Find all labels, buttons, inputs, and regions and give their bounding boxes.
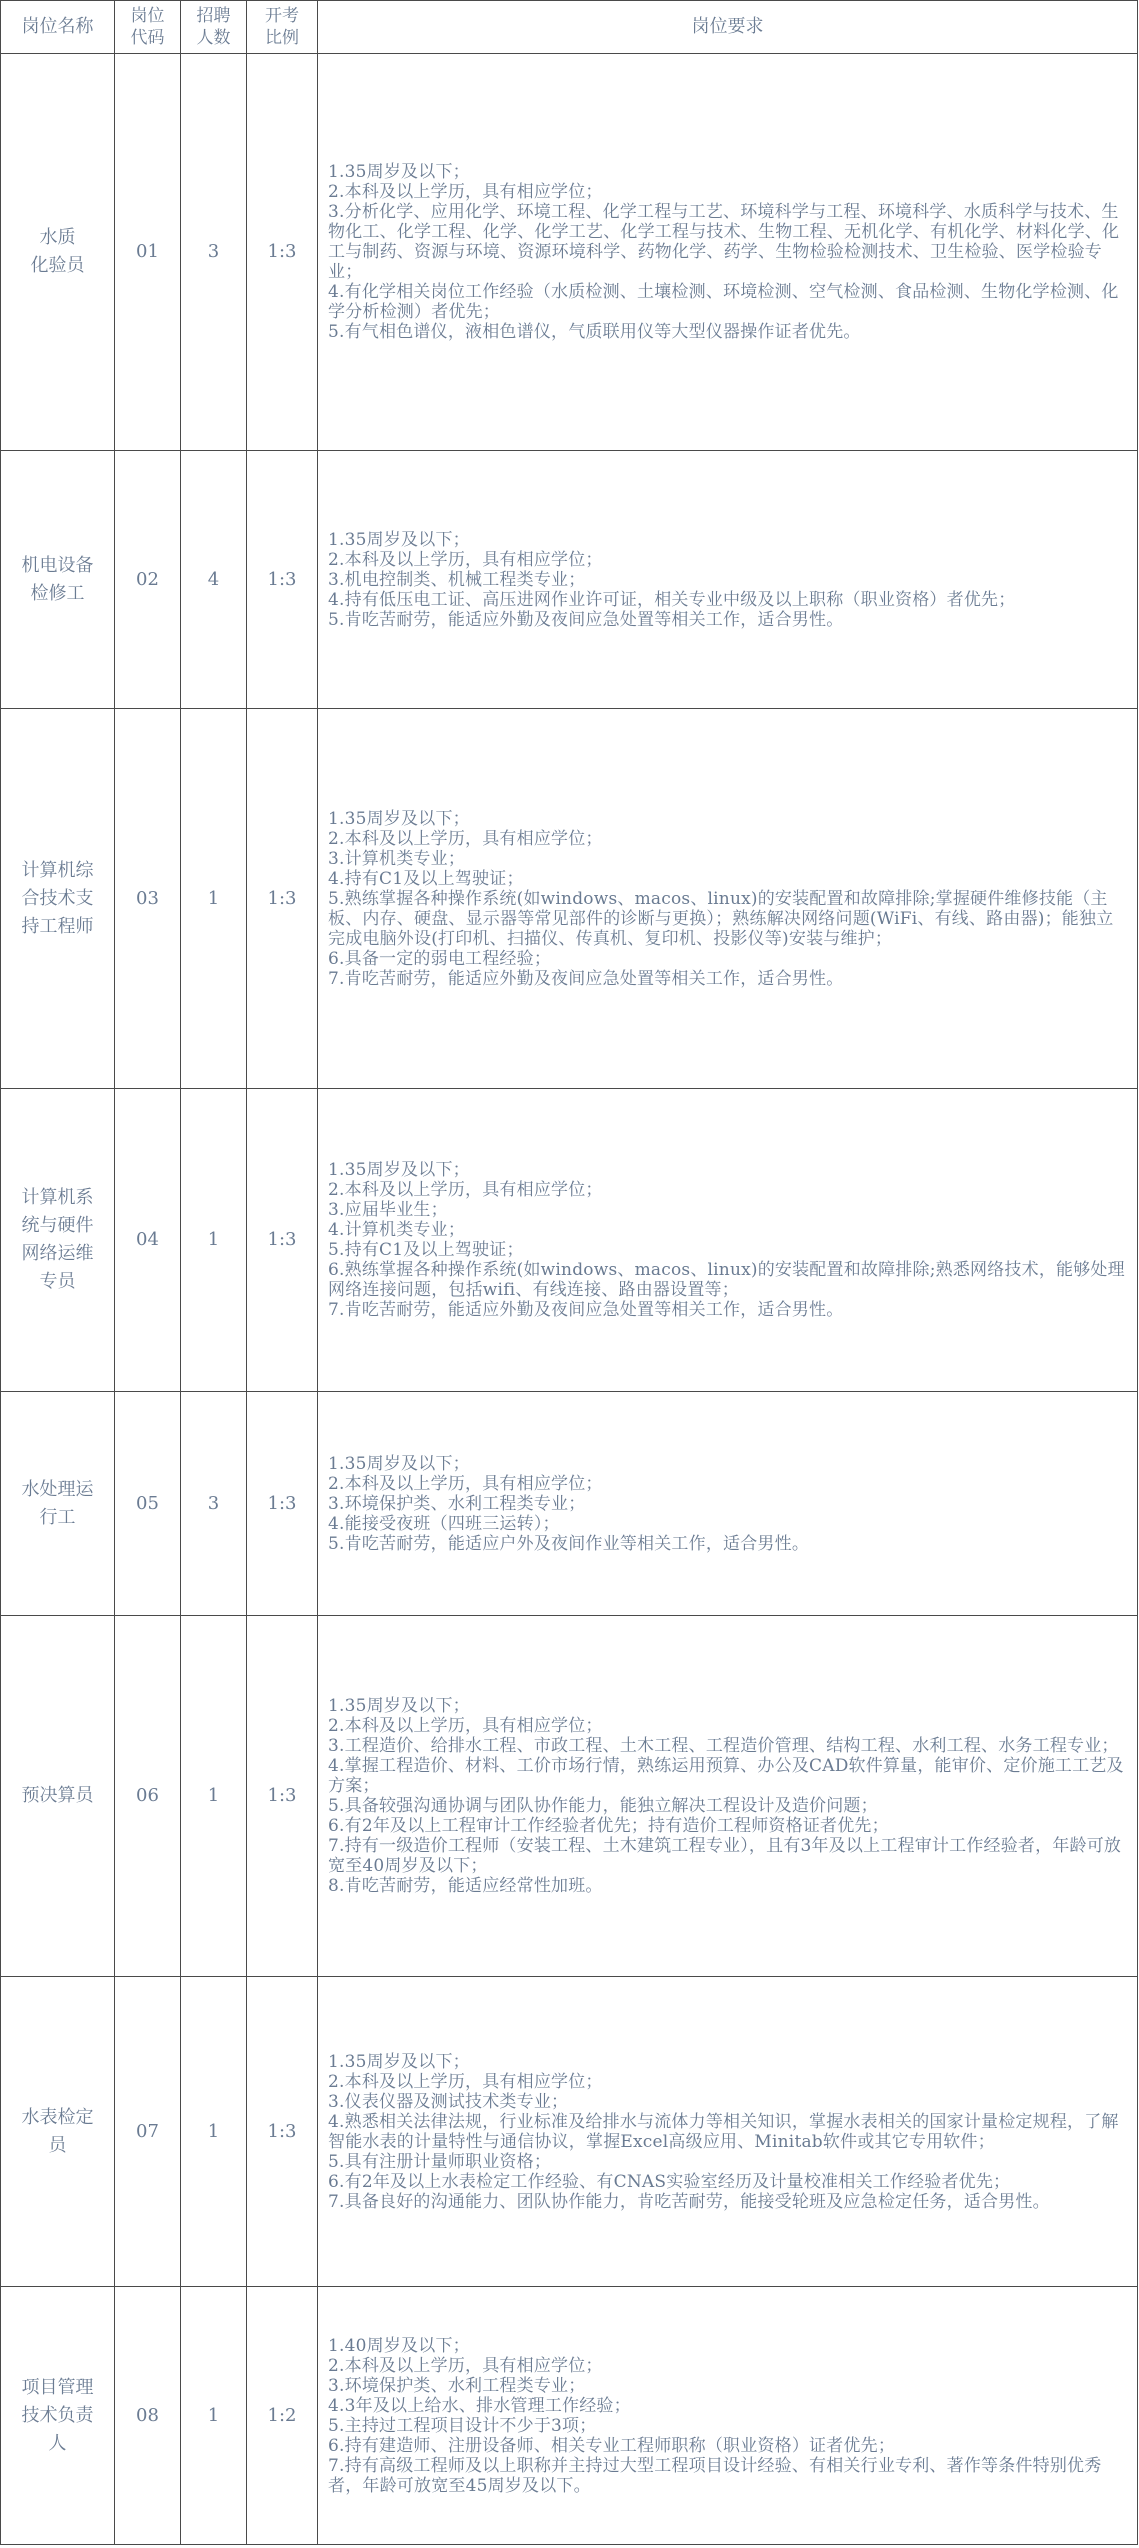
position-code: 05 <box>115 1392 181 1616</box>
hire-count: 1 <box>181 1089 247 1392</box>
position-name: 机电设备 检修工 <box>1 451 115 709</box>
header-hire-count: 招聘 人数 <box>181 1 247 54</box>
exam-ratio: 1:3 <box>247 1616 318 1977</box>
hire-count: 1 <box>181 1977 247 2287</box>
exam-ratio: 1:3 <box>247 451 318 709</box>
requirements-text: 1.35周岁及以下； 2.本科及以上学历，具有相应学位； 3.计算机类专业； 4.持有C1及以上驾驶证； 5.熟练掌握各种操作系统(如windows、macos、linux)的安装配置和故障排除;掌握硬件维修技能（主板、内存、硬盘、显示器等常见部件的诊断与更换）；熟练解决网络问题(WiFi、有线、路由器)；能独立完成电脑外设(打印机、扫描仪、传真机、复印机、投影仪等)安装与维护； 6.具备一定的弱电工程经验； 7.肯吃苦耐劳，能适应外勤及夜间应急处置等相关工作，适合男性。 <box>318 709 1138 1089</box>
header-position-name: 岗位名称 <box>1 1 115 54</box>
exam-ratio: 1:3 <box>247 54 318 451</box>
position-code: 04 <box>115 1089 181 1392</box>
hire-count: 3 <box>181 1392 247 1616</box>
position-name: 水质 化验员 <box>1 54 115 451</box>
exam-ratio: 1:2 <box>247 2287 318 2545</box>
position-code: 02 <box>115 451 181 709</box>
requirements-text: 1.35周岁及以下； 2.本科及以上学历，具有相应学位； 3.环境保护类、水利工程类专业； 4.能接受夜班（四班三运转）； 5.肯吃苦耐劳，能适应户外及夜间作业等相关工作，适合男性。 <box>318 1392 1138 1616</box>
position-name: 项目管理 技术负责 人 <box>1 2287 115 2545</box>
position-name: 水表检定 员 <box>1 1977 115 2287</box>
table-row <box>1 2287 1138 2545</box>
requirements-text: 1.35周岁及以下； 2.本科及以上学历，具有相应学位； 3.应届毕业生； 4.计算机类专业； 5.持有C1及以上驾驶证； 6.熟练掌握各种操作系统(如windows、macos、linux)的安装配置和故障排除;熟悉网络技术，能够处理网络连接问题，包括wifi、有线连接、路由器设置等； 7.肯吃苦耐劳，能适应外勤及夜间应急处置等相关工作，适合男性。 <box>318 1089 1138 1392</box>
hire-count: 1 <box>181 709 247 1089</box>
requirements-text: 1.40周岁及以下； 2.本科及以上学历，具有相应学位； 3.环境保护类、水利工程类专业； 4.3年及以上给水、排水管理工作经验； 5.主持过工程项目设计不少于3项； 6.持有建造师、注册设备师、相关专业工程师职称（职业资格）证者优先； 7.持有高级工程师及以上职称并主持过大型工程项目设计经验、有相关行业专利、著作等条件特别优秀者，年龄可放宽至45周岁及以下。 <box>318 2287 1138 2545</box>
exam-ratio: 1:3 <box>247 709 318 1089</box>
header-requirements: 岗位要求 <box>318 1 1138 54</box>
position-name: 计算机综 合技术支 持工程师 <box>1 709 115 1089</box>
requirements-text: 1.35周岁及以下； 2.本科及以上学历，具有相应学位； 3.分析化学、应用化学、环境工程、化学工程与工艺、环境科学与工程、环境科学、水质科学与技术、生物化工、化学工程、化学、化学工艺、化学工程与技术、生物工程、无机化学、有机化学、材料化学、化工与制药、资源与环境、资源环境科学、药物化学、药学、生物检验检测技术、卫生检验、医学检验专业； 4.有化学相关岗位工作经验（水质检测、土壤检测、环境检测、空气检测、食品检测、生物化学检测、化学分析检测）者优先； 5.有气相色谱仪，液相色谱仪，气质联用仪等大型仪器操作证者优先。 <box>318 54 1138 451</box>
hire-count: 1 <box>181 2287 247 2545</box>
header-exam-ratio: 开考 比例 <box>247 1 318 54</box>
position-name: 预决算员 <box>1 1616 115 1977</box>
position-code: 07 <box>115 1977 181 2287</box>
requirements-text: 1.35周岁及以下； 2.本科及以上学历，具有相应学位； 3.工程造价、给排水工程、市政工程、土木工程、工程造价管理、结构工程、水利工程、水务工程专业； 4.掌握工程造价、材料、工价市场行情，熟练运用预算、办公及CAD软件算量，能审价、定价施工工艺及方案； 5.具备较强沟通协调与团队协作能力，能独立解决工程设计及造价问题； 6.有2年及以上工程审计工作经验者优先；持有造价工程师资格证者优先； 7.持有一级造价工程师（安装工程、土木建筑工程专业），且有3年及以上工程审计工作经验者，年龄可放宽至40周岁及以下； 8.肯吃苦耐劳，能适应经常性加班。 <box>318 1616 1138 1977</box>
requirements-text: 1.35周岁及以下； 2.本科及以上学历，具有相应学位； 3.仪表仪器及测试技术类专业； 4.熟悉相关法律法规，行业标准及给排水与流体力等相关知识，掌握水表相关的国家计量检定规程，了解智能水表的计量特性与通信协议，掌握Excel高级应用、Minitab软件或其它专用软件； 5.具有注册计量师职业资格； 6.有2年及以上水表检定工作经验、有CNAS实验室经历及计量校准相关工作经验者优先； 7.具备良好的沟通能力、团队协作能力，肯吃苦耐劳，能接受轮班及应急检定任务，适合男性。 <box>318 1977 1138 2287</box>
hire-count: 3 <box>181 54 247 451</box>
position-code: 08 <box>115 2287 181 2545</box>
exam-ratio: 1:3 <box>247 1977 318 2287</box>
header-row <box>1 1 1138 54</box>
header-position-code: 岗位 代码 <box>115 1 181 54</box>
hire-count: 1 <box>181 1616 247 1977</box>
table-row <box>1 1089 1138 1392</box>
table-row <box>1 451 1138 709</box>
requirements-text: 1.35周岁及以下； 2.本科及以上学历，具有相应学位； 3.机电控制类、机械工程类专业； 4.持有低压电工证、高压进网作业许可证，相关专业中级及以上职称（职业资格）者优先； 5.肯吃苦耐劳，能适应外勤及夜间应急处置等相关工作，适合男性。 <box>318 451 1138 709</box>
position-name: 水处理运 行工 <box>1 1392 115 1616</box>
position-code: 01 <box>115 54 181 451</box>
table-row <box>1 54 1138 451</box>
table-row <box>1 1616 1138 1977</box>
exam-ratio: 1:3 <box>247 1089 318 1392</box>
position-code: 03 <box>115 709 181 1089</box>
position-name: 计算机系 统与硬件 网络运维 专员 <box>1 1089 115 1392</box>
table-row <box>1 709 1138 1089</box>
table-row <box>1 1977 1138 2287</box>
position-code: 06 <box>115 1616 181 1977</box>
hire-count: 4 <box>181 451 247 709</box>
table-row <box>1 1392 1138 1616</box>
exam-ratio: 1:3 <box>247 1392 318 1616</box>
